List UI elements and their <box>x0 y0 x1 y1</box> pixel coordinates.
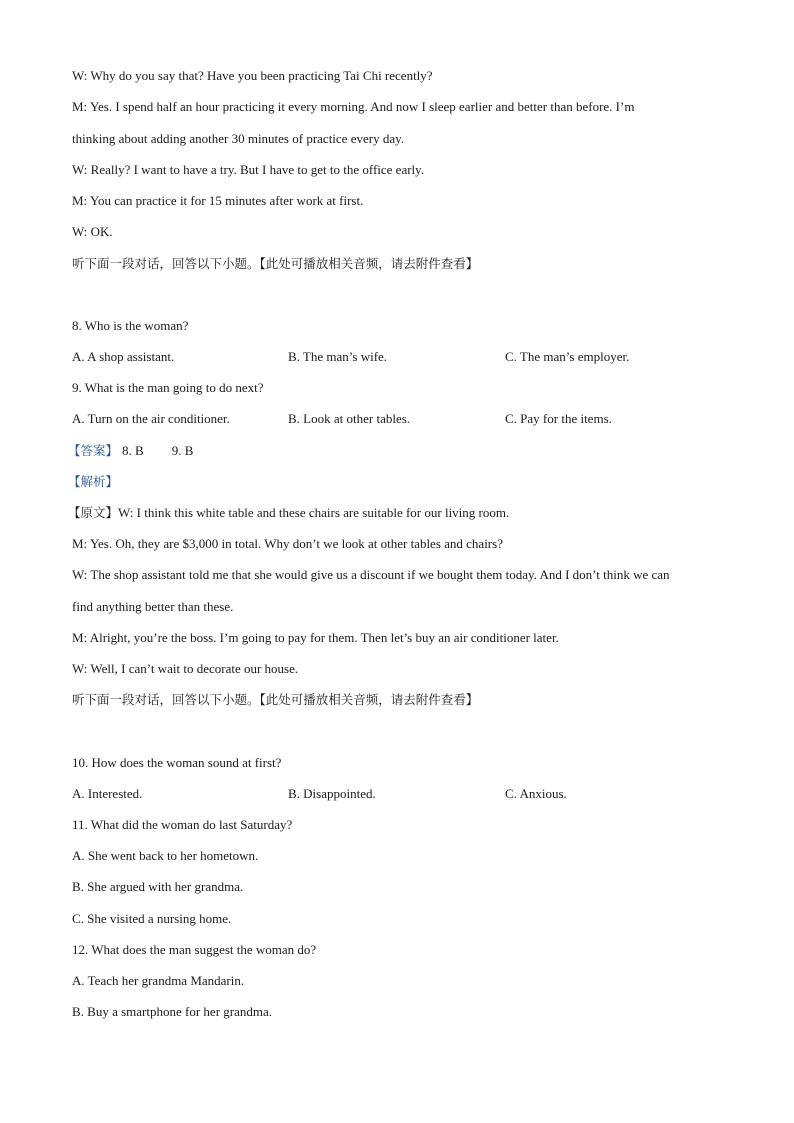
option-c: C. She visited a nursing home. <box>72 911 232 926</box>
option-a: A. Interested. <box>72 786 143 801</box>
transcript-line: W: The shop assistant told me that she would give us a discount if we bought them today. And I don’t think we can <box>72 567 670 582</box>
option-b: B. Disappointed. <box>288 786 376 801</box>
option-b: B. Buy a smartphone for her grandma. <box>72 1004 273 1019</box>
listening-instruction: 听下面一段对话，回答以下小题。【此处可播放相关音频，请去附件查看】 <box>72 256 479 271</box>
transcript-first-line <box>68 505 509 521</box>
analysis-label: 【解析】 <box>68 474 119 489</box>
answer-9: 9. B <box>171 443 194 458</box>
option-b: B. Look at other tables. <box>288 411 411 426</box>
answer-line <box>68 443 193 459</box>
question-11: 11. What did the woman do last Saturday? <box>72 817 293 832</box>
option-c: C. Anxious. <box>505 786 567 801</box>
option-a: A. A shop assistant. <box>72 349 175 364</box>
listening-instruction: 听下面一段对话，回答以下小题。【此处可播放相关音频，请去附件查看】 <box>72 692 479 707</box>
dialogue-line: W: Why do you say that? Have you been practicing Tai Chi recently? <box>72 68 433 83</box>
transcript-line: M: Yes. Oh, they are $3,000 in total. Why don’t we look at other tables and chairs? <box>72 536 503 551</box>
option-a: A. Turn on the air conditioner. <box>72 411 230 426</box>
option-c: C. Pay for the items. <box>505 411 612 426</box>
question-8: 8. Who is the woman? <box>72 318 189 333</box>
dialogue-line: thinking about adding another 30 minutes of practice every day. <box>72 131 405 146</box>
option-a: A. She went back to her hometown. <box>72 848 259 863</box>
option-b: B. The man’s wife. <box>288 349 388 364</box>
dialogue-line: M: You can practice it for 15 minutes after work at first. <box>72 193 364 208</box>
question-12: 12. What does the man suggest the woman do? <box>72 942 317 957</box>
transcript-line: find anything better than these. <box>72 599 234 614</box>
option-a: A. Teach her grandma Mandarin. <box>72 973 245 988</box>
question-10-options <box>72 786 722 802</box>
question-9-options <box>72 411 722 427</box>
transcript-label: 【原文】 <box>68 505 119 520</box>
question-9: 9. What is the man going to do next? <box>72 380 264 395</box>
option-b: B. She argued with her grandma. <box>72 879 244 894</box>
dialogue-line: W: Really? I want to have a try. But I have to get to the office early. <box>72 162 425 177</box>
transcript-text: W: I think this white table and these chairs are suitable for our living room. <box>118 505 510 520</box>
answer-label: 【答案】 <box>68 443 119 458</box>
question-10: 10. How does the woman sound at first? <box>72 755 282 770</box>
dialogue-line: W: OK. <box>72 224 113 239</box>
transcript-line: W: Well, I can’t wait to decorate our house. <box>72 661 299 676</box>
dialogue-line: M: Yes. I spend half an hour practicing it every morning. And now I sleep earlier and better than before. I’m <box>72 99 635 114</box>
transcript-line: M: Alright, you’re the boss. I’m going to pay for them. Then let’s buy an air conditioner later. <box>72 630 559 645</box>
option-c: C. The man’s employer. <box>505 349 630 364</box>
answer-8: 8. B <box>122 443 144 458</box>
question-8-options <box>72 349 722 365</box>
